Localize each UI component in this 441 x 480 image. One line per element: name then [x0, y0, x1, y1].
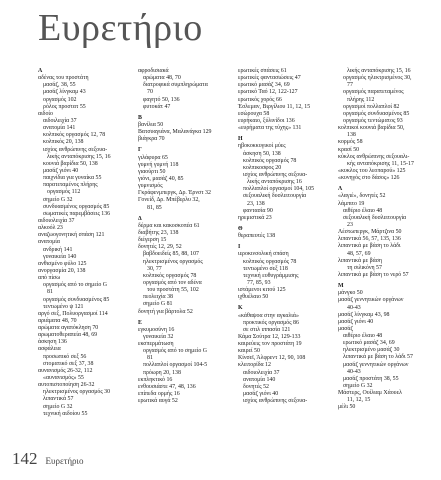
index-entry: οργασμός από τον αδένα [143, 279, 202, 286]
index-entry: δονητές 52 [243, 383, 270, 390]
index-letter-heading: Α [38, 68, 43, 74]
index-entry: άσκηση 50, 138 [243, 150, 281, 157]
index-letter-heading: Ι [238, 244, 241, 251]
index-entry: σεξουαλική δυσλειτουργία [343, 214, 407, 221]
index-entry: αφροδισιακά [138, 68, 169, 74]
index-letter-heading: Μ [338, 283, 344, 290]
index-entry: μασάζ λίνγκαμ 43 [43, 89, 86, 96]
index-entry: πρόωρη 20, 138 [143, 369, 181, 376]
page-title: Ευρετήριο [38, 7, 203, 49]
index-entry: ιστάμενοι κιτού 125 [238, 287, 286, 294]
index-entry: λιπαντικά με βάση το λάδι 57 [343, 354, 413, 361]
index-entry: κολπικός οργασμός 12, 78 [43, 132, 106, 139]
index-entry: μασάζ [338, 325, 353, 332]
index-entry: ερωτικές φαντασιώσεις 47 [238, 75, 301, 82]
index-letter-heading: Γ [138, 147, 142, 154]
index-entry: τεντωμένο σεξ 118 [243, 265, 288, 272]
index-entry: ισχίος ανθρώπινης σεξουα- [43, 146, 108, 153]
index-entry: οργασμός ηλεκτρισμένος 30, [343, 75, 412, 82]
index-entry: 70 [147, 89, 153, 96]
index-entry: «ευρήματα της τύχης» 131 [238, 125, 302, 132]
index-entry: σεξουαλική δυσλειτουργία [243, 193, 307, 200]
index-entry: οργασμός από το σημείο G [43, 282, 108, 289]
index-entry: βιάγκρα 70 [138, 136, 165, 143]
index-entry: λικής ανταπόκρισης 15, 16 [347, 68, 411, 74]
index-letter-heading: Η [238, 136, 243, 143]
index-entry: αργό σεξ, Πολυοργασμοί 114 [38, 310, 108, 317]
index-entry: 81, 85 [147, 204, 162, 211]
index-letter-heading: Δ [138, 215, 142, 222]
index-entry: βαβδοειδείς 85, 88, 107 [143, 251, 200, 258]
index-entry: αρώματα αγαπόκληση 70 [38, 325, 99, 332]
running-footer-label: Ευρετήριο [45, 456, 84, 466]
index-entry: θεραπευτές 138 [238, 233, 276, 240]
index-entry: Κίνσεϊ, Άλφρεντ 12, 90, 108 [238, 355, 306, 362]
index-entry: οργασμός από το σημείο G [143, 348, 208, 355]
index-entry: ερωτικές σπάσεις 61 [238, 68, 287, 74]
index-entry: 77, 85, 93 [247, 279, 271, 286]
index-entry: ερωτικά αυγά 52 [138, 398, 178, 405]
index-entry: «κάθαψοα στην αγκαλιά» [238, 312, 299, 319]
index-entry: διαβήτης 23, 138 [138, 229, 179, 236]
index-entry: κουνιά βαρίδια 50, 138 [43, 160, 98, 167]
index-entry: του προστάτη 55, 102 [147, 287, 199, 294]
index-entry: Βατσυαγιάνα, Μαλανάγκα 129 [138, 129, 212, 136]
index-entry: οργασμός τεντώματος 93 [343, 117, 403, 124]
index-entry: Έσλεμαν, Βιργίλιου 11, 12, 15 [238, 103, 311, 110]
index-entry: μασάζ γιόνι 40 [43, 167, 79, 174]
index-entry: καιρεί 50 [238, 348, 260, 355]
index-entry: μασάζ γιόνι 40 [338, 318, 374, 325]
index-entry: παρατεταμένος πλήρης [43, 182, 98, 189]
index-entry: 40-43 [347, 304, 361, 311]
index-entry: οργασμός 112 [47, 189, 81, 196]
page-footer [12, 449, 83, 469]
index-entry: λιπαντικά με βάση το νερό 57 [338, 271, 409, 278]
index-entry: ερωτικό Ταό 12, 122-127 [238, 89, 298, 96]
index-entry: ιχθυέλαιο 50 [238, 294, 269, 301]
index-entry: οργασμός συνδυασμένος 85 [43, 296, 110, 303]
index-entry: «κυκλος του λεοπαρού» 125 [338, 167, 406, 174]
index-entry: 40-43 [347, 368, 361, 375]
index-entry: γιόνι, μασάζ 40, 85 [138, 175, 184, 182]
index-entry: ανατομία 141 [43, 125, 76, 132]
index-entry: γυμνή γυμνή 118 [138, 161, 179, 168]
index-entry: στοματικό σεξ 37, 38 [43, 360, 94, 367]
index-entry: κολπικός οργασμός 78 [243, 258, 297, 265]
index-entry: οργασμός 102 [43, 96, 77, 103]
index-entry: φυτοκάτ 47 [143, 103, 171, 110]
index-entry: παιχνίδια για γυναίκα 55 [43, 175, 102, 182]
index-letter-heading: Ε [138, 319, 142, 326]
index-entry: «λαγιέ», δονητές 52 [338, 193, 386, 200]
index-entry: Γκράφενμπεργκ, Δρ. Έρνστ 32 [138, 190, 211, 197]
index-entry: λάμπιτο 19 [338, 200, 365, 207]
index-column-2 [138, 68, 236, 418]
index-entry: 30, 77 [147, 265, 162, 272]
index-entry: Μάστερς, Ουίλιαμ Χάουελ [338, 390, 402, 397]
index-entry: «αυνανισμός» 55 [43, 375, 84, 382]
index-entry: κύκλος ανθρώπινης σεξουαλι- [338, 153, 410, 160]
index-entry: κολπικοσφος 20 [243, 164, 282, 171]
index-entry: οργασμός συνδυασμένος 85 [343, 110, 410, 117]
index-entry: λιπαντικά 56, 57, 135, 136 [338, 236, 401, 243]
index-entry: μάνγκο 50 [338, 290, 363, 297]
index-entry: διατροφικά συμπληρώματα [143, 82, 208, 89]
index-entry: κολπικός οργασμός 78 [243, 157, 297, 164]
index-entry: ευρήκαιο, ξύλινίδοι 136 [238, 117, 295, 124]
index-entry: κορμός 58 [338, 139, 363, 146]
index-entry: αρωματοθεραπεία 48, 69 [38, 332, 98, 339]
index-entry: ανατομία 140 [243, 376, 276, 383]
index-columns [38, 68, 438, 418]
index-entry: ηβοκοκκυγικοί μύες [238, 143, 286, 150]
index-entry: σημείο G 81 [143, 301, 173, 308]
index-entry: ηλεκτρισμένος οργασμός [143, 258, 203, 265]
index-entry: σημείο G 32 [43, 403, 73, 410]
index-entry: πλήρης 112 [347, 96, 375, 103]
index-entry: αλκοόλ 23 [38, 225, 63, 232]
index-entry: τεχνική αιδοίου 55 [43, 410, 88, 417]
index-entry: λικής ανταπόκρισης 15, 16 [47, 153, 111, 160]
index-entry: 81 [47, 289, 53, 296]
index-entry: ισχίος ανθρώπινης σεξουα- [243, 398, 308, 405]
index-entry: δέρμα και κακοσκοπέα 61 [138, 222, 200, 229]
index-entry: τεχνική ευθυγράμμισης [243, 272, 299, 279]
index-entry: μασάζ γεννητικών οργάνων [338, 297, 404, 304]
index-entry: Λέστωπεργκ, Μάρτζινα 50 [338, 229, 402, 236]
index-entry: ρόλος προστατ 55 [43, 103, 86, 110]
index-entry: «κυνηγός στο δάσος» 126 [338, 175, 400, 182]
index-entry: ιεροκινσολική σπάση [238, 251, 289, 258]
index-entry: εσώρουχα 58 [238, 110, 270, 117]
index-entry: εκπληκτικό 16 [138, 376, 173, 383]
index-entry: δονητή για βάρτολα 52 [138, 308, 193, 315]
index-entry: λιπαντικά με βάση το λάδι [338, 243, 401, 250]
index-column-1 [38, 68, 136, 418]
index-entry: προκτικός οργασμός 86 [243, 319, 299, 326]
index-entry: ερωτικό μασάζ 34, 69 [238, 82, 290, 89]
index-entry: 23 [347, 221, 353, 228]
index-entry: μέλι 50 [338, 404, 356, 411]
index-entry: πεολειχία 38 [143, 294, 173, 301]
index-entry: γιλάφυρα 65 [138, 154, 168, 161]
index-entry: εκσπερμάτωση [138, 341, 174, 348]
index-entry: οργασμός παρατεταμένος [343, 89, 404, 96]
index-letter-heading: Λ [338, 186, 343, 193]
index-entry: φαγητό 50, 136 [143, 96, 180, 103]
index-entry: κρασί 50 [338, 146, 360, 153]
index-entry: λιπαντικά με βάση [338, 257, 382, 264]
index-column-3 [238, 68, 336, 418]
index-entry: μασάζ προστάτη 38, 55 [343, 375, 399, 382]
index-entry: ισχίος ανθρώπινης σεξουα- [243, 171, 308, 178]
index-entry: πολλαπλοί οργασμοί 104-5 [143, 362, 208, 369]
index-entry: από πίσω [38, 275, 61, 282]
index-entry: 23, 138 [247, 200, 265, 207]
index-column-4 [338, 68, 436, 418]
index-entry: ερωτικός χορός 66 [238, 96, 282, 103]
index-entry: καιρεύεις τον προστάτη 19 [238, 341, 302, 348]
index-entry: αδένας του προστάτη [38, 75, 89, 82]
index-entry: αιδοιολειχία 37 [38, 217, 75, 224]
index-entry: ηρεμιστικά 23 [238, 214, 272, 221]
index-entry: 48, 57, 69 [347, 250, 371, 257]
index-entry: μασάζ γεννητικών οργάνων [343, 361, 409, 368]
index-entry: Γονείδ, Δρ. Μπέβερλυ 32, [138, 197, 200, 204]
index-entry: λικής ανταπόκρισης 16 [247, 179, 302, 186]
index-entry: αιδοιλειχία 37 [43, 117, 77, 124]
index-entry: κής ανταπόκρισης 11, 15-17 [347, 160, 414, 167]
index-entry: αιθέριο έλαιο 48 [343, 207, 383, 214]
index-entry: 77 [347, 82, 353, 89]
index-letter-heading: Θ [238, 225, 243, 232]
index-entry: εγκυμοσύνη 16 [138, 326, 175, 333]
index-entry: αιδοίο [38, 110, 53, 117]
index-entry: σωματικές παρεμβάσεις 136 [43, 210, 111, 217]
index-entry: 11, 12, 15 [347, 397, 371, 404]
index-entry: γυναικεία 32 [143, 333, 174, 340]
index-entry: ανθισμένο φύλο 125 [38, 260, 87, 267]
index-entry: 81 [147, 355, 153, 362]
index-entry: πολλαπλοί οργασμοί 104, 105 [243, 186, 315, 193]
index-letter-heading: Κ [238, 305, 243, 312]
index-entry: φαντασία 90 [243, 207, 273, 214]
index-entry: δονητές 12, 29, 52 [138, 244, 182, 251]
index-entry: ερωτικό μασάζ 34, 69 [343, 340, 395, 347]
index-entry: αιθέριο έλαιο 48 [343, 333, 383, 340]
index-entry: μασάζ, 38, 55 [43, 82, 76, 89]
index-entry: μασάζ λίνγκαμ 43, 98 [338, 311, 390, 318]
index-entry: 138 [347, 132, 356, 139]
index-entry: αυνανισμός 26-32, 112 [38, 367, 93, 374]
index-entry: αναζωογονητική σπάση 121 [38, 232, 105, 239]
index-entry: ασφάλεια [38, 346, 61, 353]
page-number: 142 [12, 449, 38, 468]
index-entry: αυτοπιστοποίηση 26-32 [38, 382, 95, 389]
index-entry: σημείο G 32 [43, 196, 73, 203]
index-entry: σημείο G 32 [343, 383, 373, 390]
index-entry: τεντωμένο ψ 121 [43, 303, 84, 310]
index-entry: μασάζ γιόνι 40 [243, 391, 279, 398]
index-entry: βανίλια 50 [138, 121, 164, 128]
index-letter-heading: Β [138, 114, 142, 121]
index-entry: αρώματα 48, 70 [143, 75, 181, 82]
index-entry: προσωπικό σεξ 56 [43, 353, 87, 360]
index-entry: αριάματα 48, 70 [38, 317, 77, 324]
index-entry: ενθουσιάστε 47, 48, 136 [138, 383, 196, 390]
index-entry: κολπικός οργασμός 78 [143, 272, 197, 279]
index-entry: γυμνισμός [138, 183, 163, 190]
index-entry: σε στιλ ιππασία 121 [243, 326, 291, 333]
index-entry: γιαούρτι 50 [138, 168, 166, 175]
index-entry: κολπικοί κουνιά βαρίδια 50, [338, 125, 405, 132]
index-entry: επίπεδα ορμής 16 [138, 391, 180, 398]
index-entry: ανοργασμία 20, 138 [38, 267, 86, 274]
index-entry: διέγερση 15 [138, 237, 167, 244]
index-entry: τη σιλικόνη 57 [347, 264, 382, 271]
index-entry: ηλεκτρισμένο μασάζ 30 [343, 347, 400, 354]
index-entry: Κάμα Σούτρα 12, 129-133 [238, 333, 301, 340]
index-entry: γυναικεία 140 [43, 253, 77, 260]
index-entry: λιπαντικά 57 [43, 396, 74, 403]
index-entry: αιδοιολειχία 37 [243, 369, 280, 376]
index-entry: οργασμοί πολλαπλοί 82 [343, 103, 400, 110]
index-entry: άσκηση 136 [38, 339, 67, 346]
index-entry: ηλεκτρισμένος οργασμός 30 [43, 389, 111, 396]
index-entry: κλειτορίδα 12 [238, 362, 271, 369]
index-entry: κολπικός 20, 138 [43, 139, 84, 146]
index-entry: ανατομία [38, 239, 60, 246]
index-entry: ανδρική 141 [43, 246, 73, 253]
index-entry: συνδυασμένος οργασμός 85 [43, 203, 110, 210]
